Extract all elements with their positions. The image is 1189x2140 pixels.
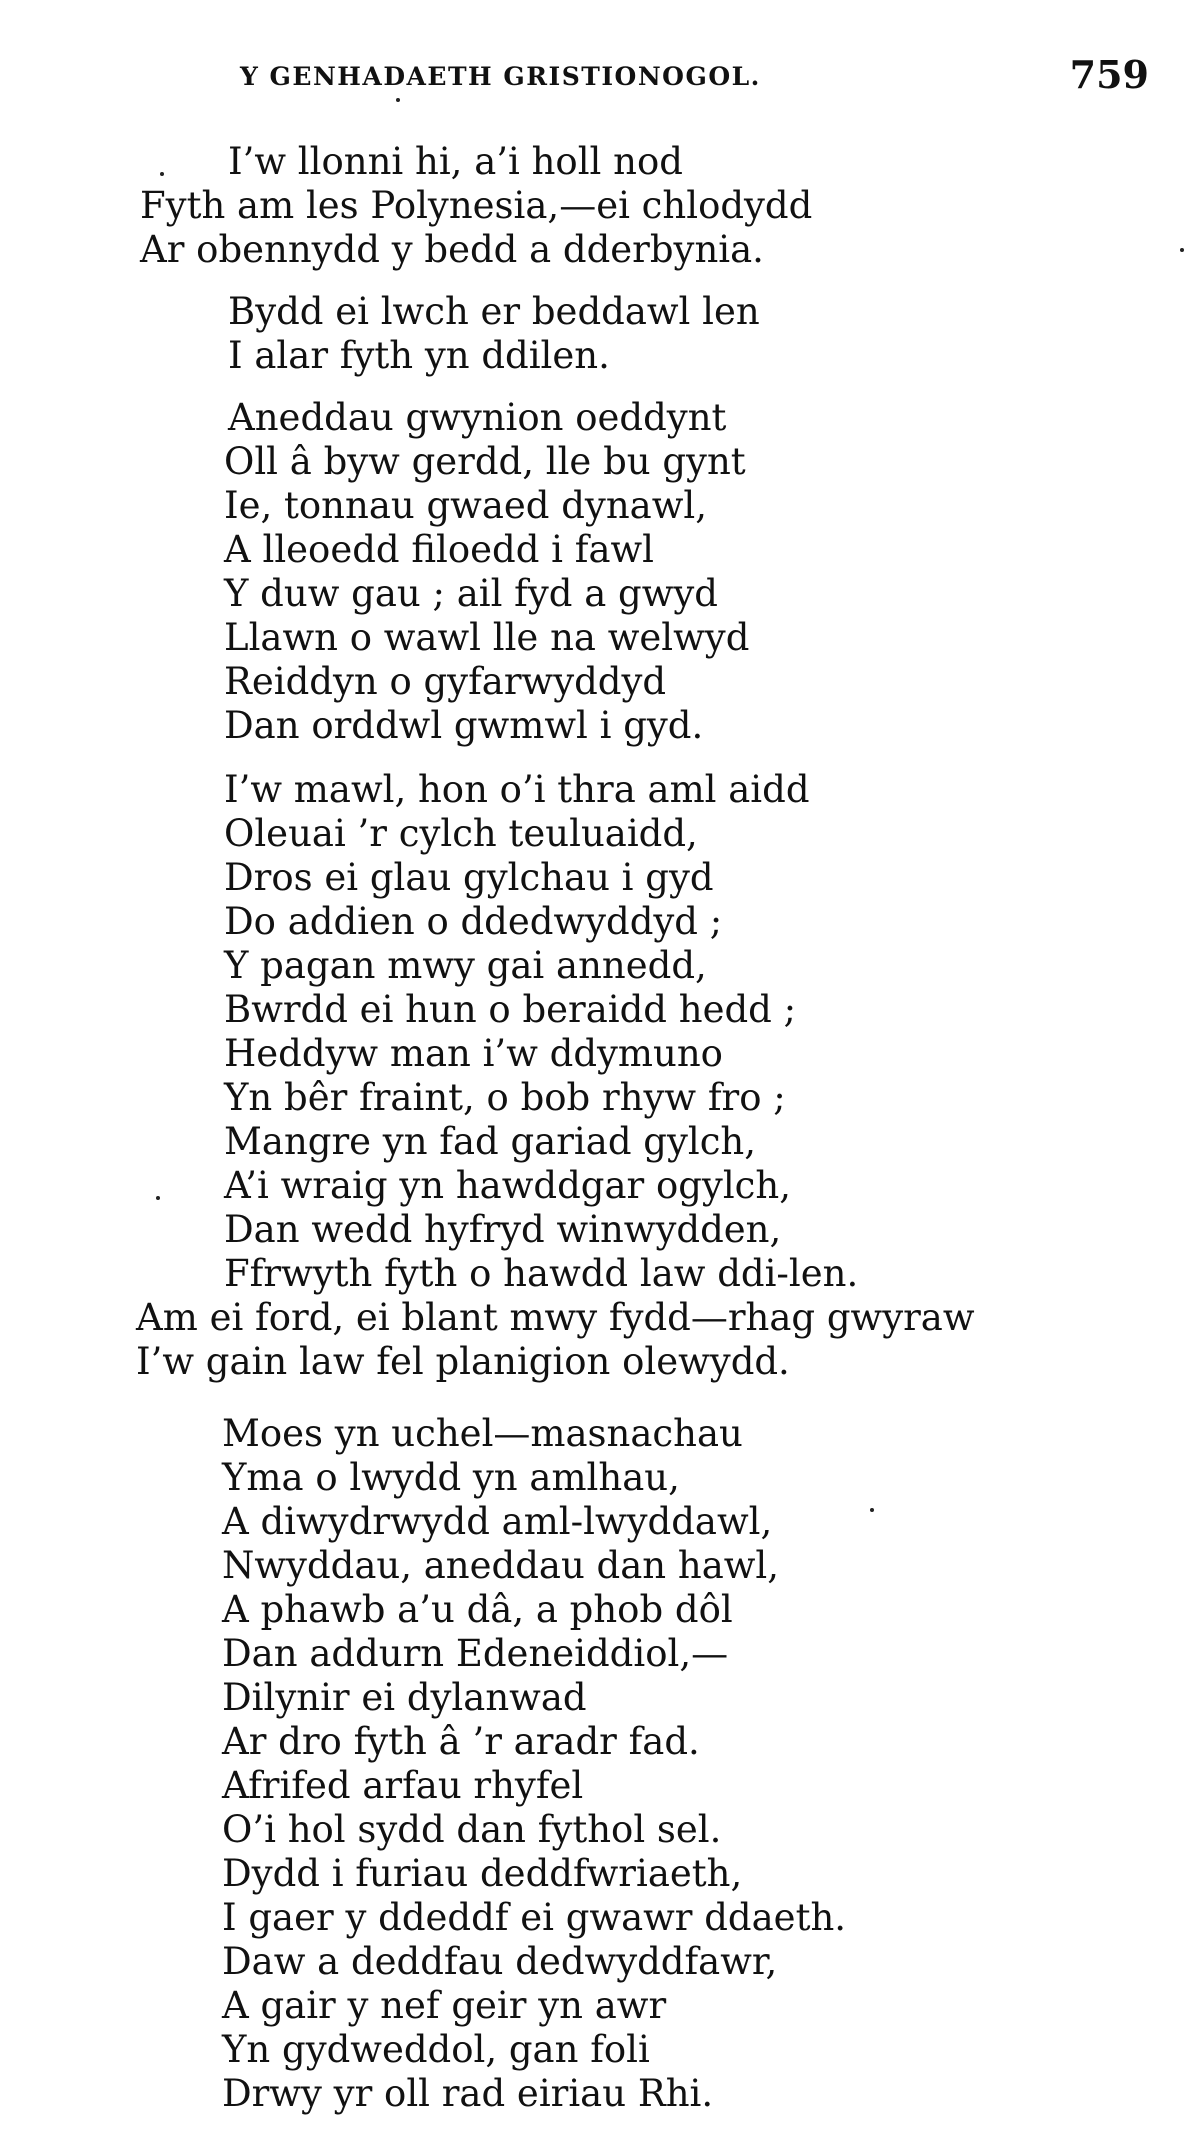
poem-line: Dilynir ei dylanwad xyxy=(222,1676,587,1719)
poem-line: Ar dro fyth â ’r aradr fad. xyxy=(222,1720,700,1763)
poem-line: Ar obennydd y bedd a dderbynia. xyxy=(140,228,764,271)
poem-line: Daw a deddfau dedwyddfawr, xyxy=(222,1940,778,1983)
poem-line: Mangre yn fad gariad gylch, xyxy=(224,1120,757,1163)
poem-line: Dros ei glau gylchau i gyd xyxy=(224,856,714,899)
poem-line: Drwy yr oll rad eiriau Rhi. xyxy=(222,2072,714,2115)
ink-speck xyxy=(160,172,164,176)
ink-speck xyxy=(1180,248,1184,252)
poem-line: Dydd i furiau deddfwriaeth, xyxy=(222,1852,743,1895)
poem-line: Yma o lwydd yn amlhau, xyxy=(222,1456,680,1499)
poem-line: Heddyw man i’w ddymuno xyxy=(224,1032,723,1075)
poem-line: Llawn o wawl lle na welwyd xyxy=(224,616,750,659)
poem-line: Yn gydweddol, gan foli xyxy=(222,2028,650,2071)
poem-line: Am ei ford, ei blant mwy fydd—rhag gwyraw xyxy=(136,1296,975,1339)
poem-line: I’w gain law fel planigion olewydd. xyxy=(136,1340,790,1383)
poem-line: A’i wraig yn hawddgar ogylch, xyxy=(224,1164,791,1207)
poem-line: Reiddyn o gyfarwyddyd xyxy=(224,660,667,703)
poem-line: Yn bêr fraint, o bob rhyw fro ; xyxy=(224,1076,786,1119)
poem-line: Dan orddwl gwmwl i gyd. xyxy=(224,704,704,747)
poem-line: I alar fyth yn ddilen. xyxy=(228,334,610,377)
poem-line: I’w llonni hi, a’i holl nod xyxy=(228,140,683,183)
poem-line: Y pagan mwy gai annedd, xyxy=(224,944,707,987)
poem-line: Y duw gau ; ail fyd a gwyd xyxy=(224,572,718,615)
poem-line: I gaer y ddeddf ei gwawr ddaeth. xyxy=(222,1896,847,1939)
poem-line: Bwrdd ei hun o beraidd hedd ; xyxy=(224,988,797,1031)
running-head xyxy=(0,52,1189,102)
ink-speck xyxy=(870,1508,874,1512)
page-number: 759 xyxy=(1069,52,1149,97)
poem-line: Aneddau gwynion oeddynt xyxy=(228,396,727,439)
poem-line: O’i hol sydd dan fythol sel. xyxy=(222,1808,722,1851)
ink-speck xyxy=(156,1196,160,1200)
poem-line: Dan wedd hyfryd winwydden, xyxy=(224,1208,782,1251)
poem-line: A gair y nef geir yn awr xyxy=(222,1984,667,2027)
poem-line: Afrifed arfau rhyfel xyxy=(222,1764,584,1807)
poem-line: Dan addurn Edeneiddiol,— xyxy=(222,1632,729,1675)
poem-line: I’w mawl, hon o’i thra aml aidd xyxy=(224,768,810,811)
poem-line: Oll â byw gerdd, lle bu gynt xyxy=(224,440,746,483)
poem-line: A diwydrwydd aml-lwyddawl, xyxy=(222,1500,773,1543)
poem-line: Bydd ei lwch er beddawl len xyxy=(228,290,760,333)
poem-line: Nwyddau, aneddau dan hawl, xyxy=(222,1544,780,1587)
poem-line: Do addien o ddedwyddyd ; xyxy=(224,900,723,943)
poem-line: Fyth am les Polynesia,—ei chlodydd xyxy=(140,184,813,227)
poem-line: Ie, tonnau gwaed dynawl, xyxy=(224,484,707,527)
poem-line: A phawb a’u dâ, a phob dôl xyxy=(222,1588,733,1631)
poem-line: Moes yn uchel—masnachau xyxy=(222,1412,743,1455)
ink-speck xyxy=(396,98,400,102)
running-title: Y GENHADAETH GRISTIONOGOL. xyxy=(240,62,761,91)
poem-line: A lleoedd filoedd i fawl xyxy=(224,528,655,571)
poem-line: Oleuai ’r cylch teuluaidd, xyxy=(224,812,698,855)
poem-line: Ffrwyth fyth o hawdd law ddi-len. xyxy=(224,1252,859,1295)
